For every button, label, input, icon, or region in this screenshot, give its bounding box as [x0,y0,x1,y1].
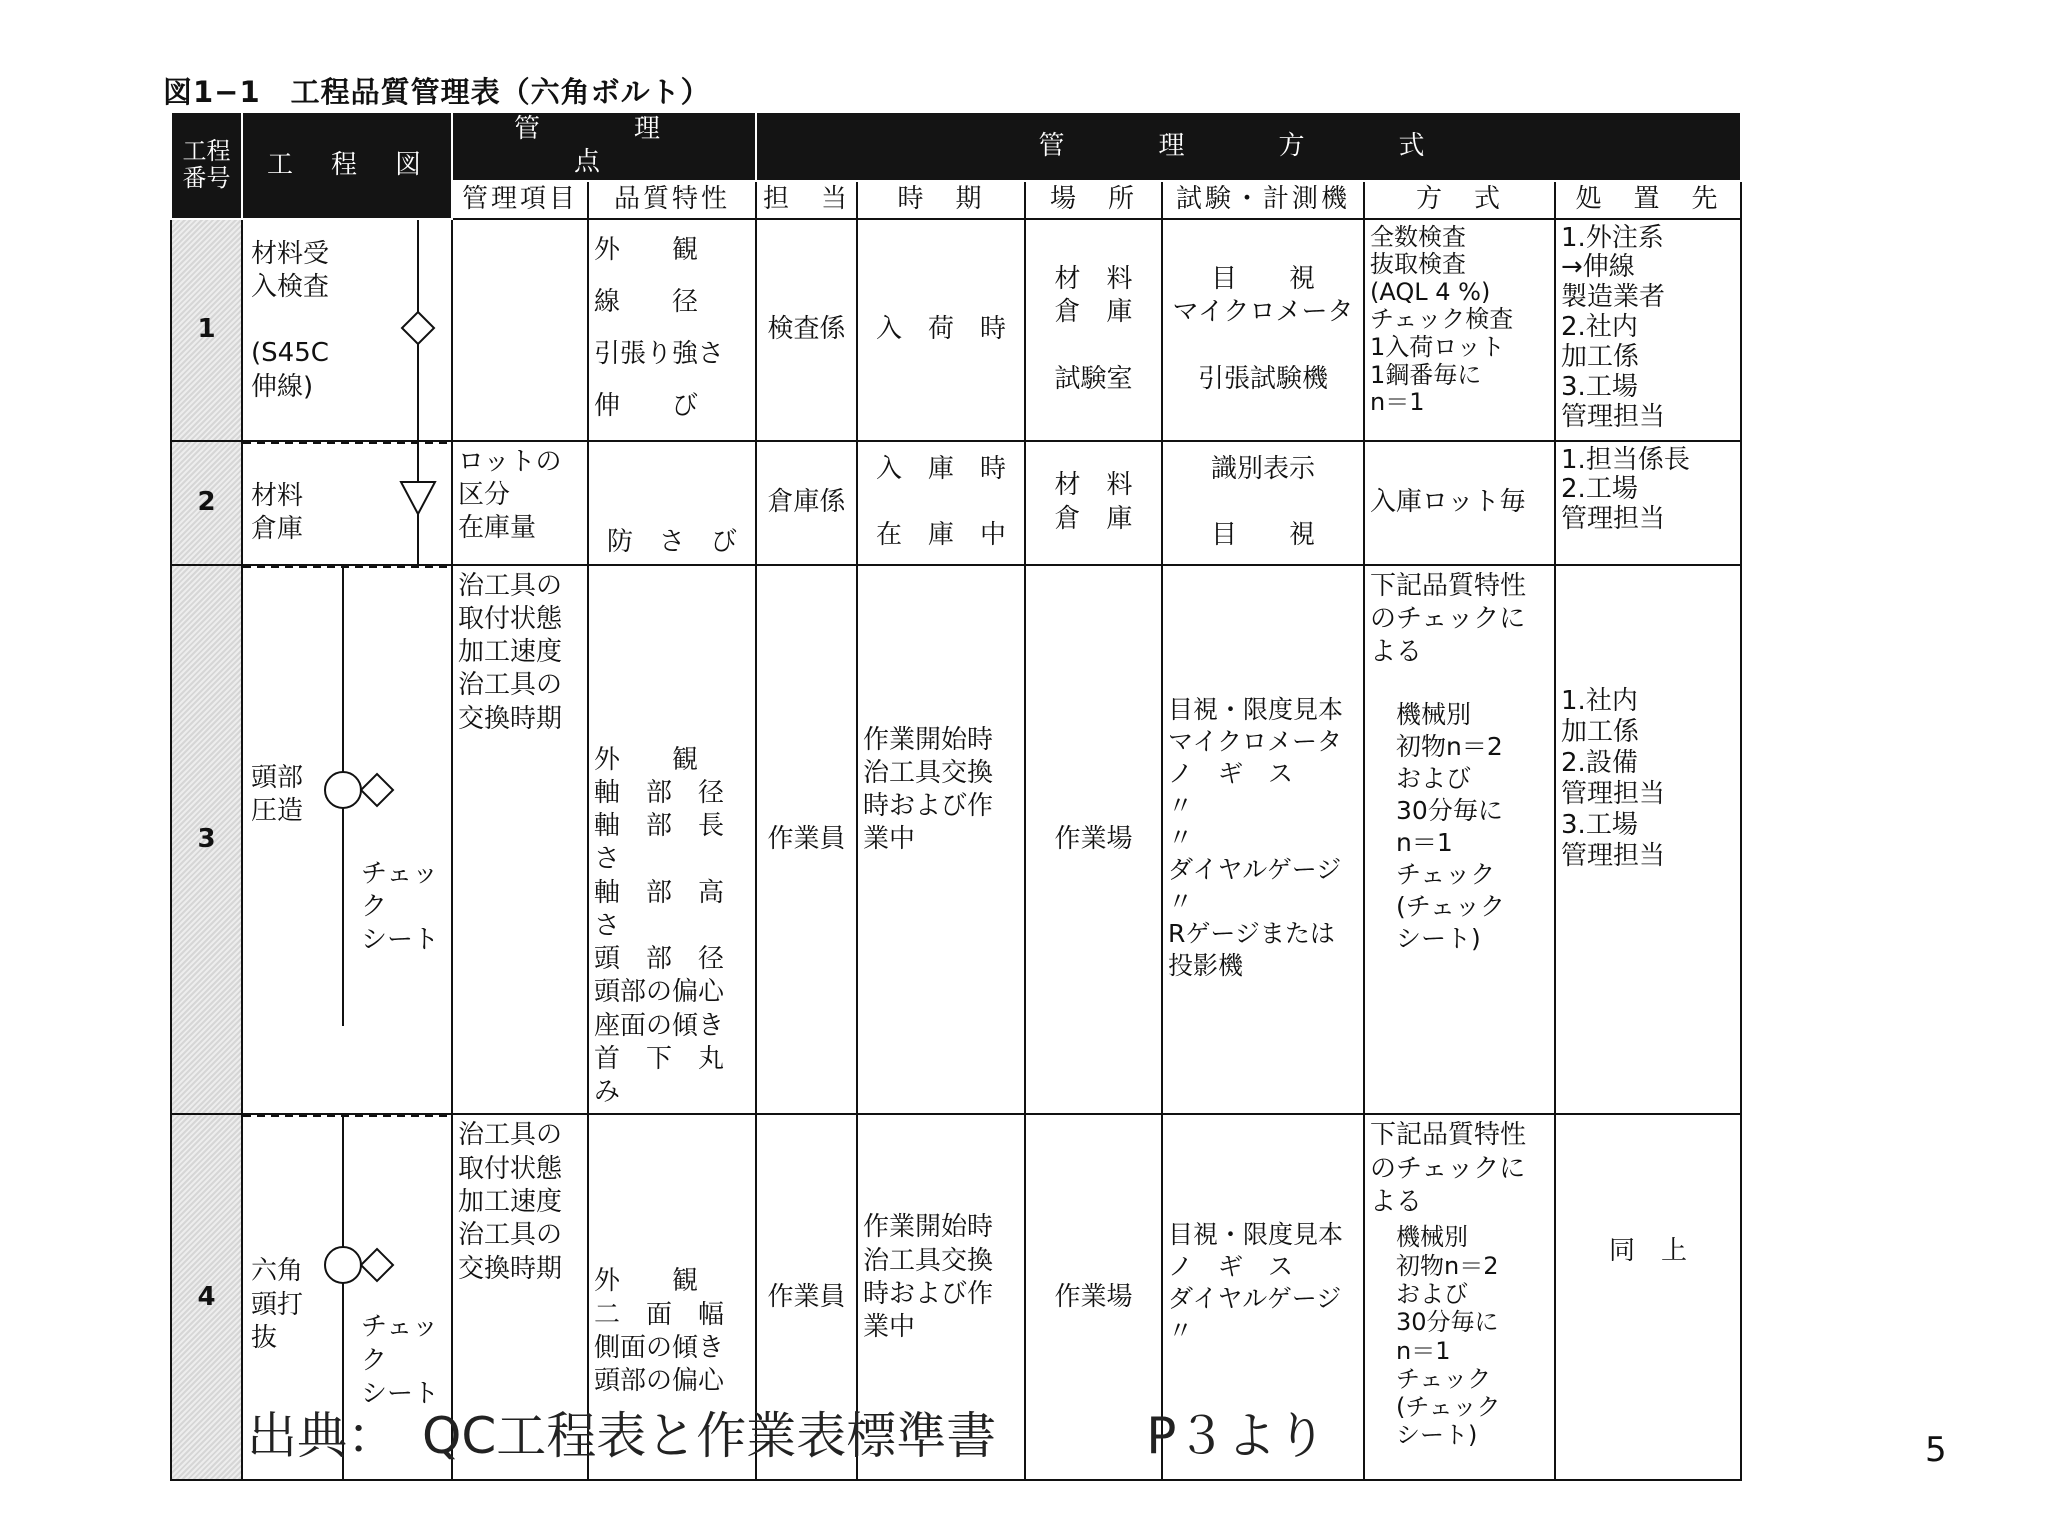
header-control-item: 管理項目 [452,181,588,219]
qc-process-table [170,111,1742,1481]
place: 作業場 [1025,1114,1162,1480]
place: 作業場 [1025,565,1162,1115]
process-name: 六角 頭打 抜 [251,1256,304,1353]
inspection-method-intro: 下記品質特性 のチェックに よる [1370,570,1527,668]
process-flow-cell [242,441,452,565]
inspection-method-intro: 下記品質特性 のチェックに よる [1370,1120,1527,1217]
quality-characteristics: 外 観 二 面 幅 側面の傾き 頭部の偏心 [588,1114,756,1480]
source-citation: 出典： QC工程表と作業表標準書 P３より [247,1407,1327,1465]
person-in-charge: 作業員 [756,1114,857,1480]
header-quality-char: 品質特性 [588,181,756,219]
header-process-chart: 工 程 図 [242,112,452,219]
header-timing: 時 期 [857,181,1025,219]
timing: 入 荷 時 [857,219,1025,441]
inspection-method: 機械別 初物n＝2 および 30分毎に n＝1 チェック (チェック シート) [1396,1223,1501,1450]
process-flow-diagram [243,442,452,565]
person-in-charge: 検査係 [756,219,857,441]
header-process-no: 工程番号 [171,112,242,219]
inspection-method-cell [1364,565,1555,1115]
inspection-diamond-icon [361,1249,393,1281]
control-item: ロットの 区分 在庫量 [452,441,588,565]
place: 材 料 倉 庫 [1025,441,1162,565]
inspection-method: 入庫ロット毎 [1364,441,1555,565]
process-number: 4 [171,1114,242,1480]
process-flow-cell [242,565,452,1115]
table-row [171,441,1741,565]
timing: 作業開始時 治工具交換 時および作 業中 [857,1114,1025,1480]
quality-characteristics: 外 観 軸 部 径 軸 部 長 さ 軸 部 高 さ 頭 部 径 頭部の偏心 座面の傾き 首 下 丸 み [588,565,756,1115]
inspection-diamond-icon [361,774,393,806]
header-action: 処 置 先 [1555,181,1741,219]
process-number: 2 [171,441,242,565]
control-item [452,219,588,441]
test-instrument: 目視・限度見本 ノ ギ ス ダイヤルゲージ 〃 [1162,1114,1364,1480]
header-control-method: 管 理 方 式 [756,112,1741,181]
check-sheet-label: チェック シート [361,858,440,956]
header-control-point: 管 理 点 [452,112,756,181]
test-instrument: 識別表示 目 視 [1162,441,1364,565]
table-row [171,565,1741,1115]
header-place: 場 所 [1025,181,1162,219]
person-in-charge: 倉庫係 [756,441,857,565]
process-name: 材料 倉庫 [251,480,304,544]
control-item: 治工具の 取付状態 加工速度 治工具の 交換時期 [452,565,588,1115]
inspection-method-cell [1364,1114,1555,1480]
place: 材 料 倉 庫 試験室 [1025,219,1162,441]
inspection-method: 機械別 初物n＝2 および 30分毎に n＝1 チェック (チェック シート) [1396,700,1506,954]
action-target: 1.外注系 →伸線 製造業者 2.社内 加工係 3.工場 管理担当 [1555,219,1741,441]
operation-circle-icon [325,1247,361,1283]
header-instrument: 試験・計測機 [1162,181,1364,219]
action-target: 1.担当係長 2.工場 管理担当 [1555,441,1741,565]
process-flow-cell [242,219,452,441]
process-name: 頭部 圧造 [251,762,304,826]
person-in-charge: 作業員 [756,565,857,1115]
test-instrument: 目 視 マイクロメータ 引張試験機 [1162,219,1364,441]
process-flow-diagram [243,220,452,441]
action-target: 1.社内 加工係 2.設備 管理担当 3.工場 管理担当 [1555,565,1741,1115]
inspection-method: 全数検査 抜取検査 (AQL 4 %) チェック検査 1入荷ロット 1鋼番毎に n＝1 [1364,219,1555,441]
storage-triangle-icon [401,482,435,514]
test-instrument: 目視・限度見本 マイクロメータ ノ ギ ス 〃 〃 ダイヤルゲージ 〃 Rゲージまたは 投影機 [1162,565,1364,1115]
control-item: 治工具の 取付状態 加工速度 治工具の 交換時期 [452,1114,588,1480]
operation-circle-icon [325,772,361,808]
check-sheet-label: チェック シート [361,1312,440,1409]
page-number: 5 [1925,1430,1947,1470]
table-row [171,219,1741,441]
header-method: 方 式 [1364,181,1555,219]
process-number: 3 [171,565,242,1115]
inspection-diamond-icon [402,312,434,344]
quality-characteristics: 防 さ び [588,441,756,565]
process-flow-diagram [243,566,452,1026]
timing: 作業開始時 治工具交換 時および作 業中 [857,565,1025,1115]
header-person: 担 当 [756,181,857,219]
process-number: 1 [171,219,242,441]
quality-characteristics: 外 観 線 径 引張り強さ 伸 び [588,219,756,441]
figure-title: 図1−1 工程品質管理表（六角ボルト） [163,75,711,109]
action-target: 同 上 [1555,1114,1741,1480]
process-name: 材料受 入検査 (S45C 伸線) [251,238,330,402]
timing: 入 庫 時 在 庫 中 [857,441,1025,565]
